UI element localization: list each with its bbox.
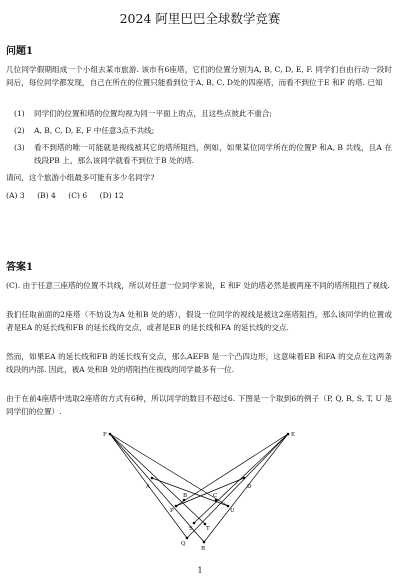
point-b	[183, 499, 186, 502]
line-e-r	[204, 434, 288, 542]
point-r	[203, 541, 206, 544]
answer-paragraph: 然而，如果EA 的延长线和FB 的延长线有交点，那么AEFB 是一个凸四边形，这意味着EB 和FA 的交点在这两条线段的内部. 因此，被A 处和B 处的塔阻挡住视线的同学最多有一位.	[6, 352, 392, 374]
page-title: 2024 阿里巴巴全球数学竞赛	[119, 11, 281, 26]
point-p	[175, 505, 178, 508]
line-e-s	[194, 434, 288, 523]
option-a: (A) 3	[6, 191, 25, 200]
label-f: F	[103, 432, 107, 438]
line-a-c	[152, 478, 228, 506]
problem-heading: 问题1	[6, 46, 33, 57]
point-u	[227, 505, 230, 508]
option-d: (D) 12	[99, 191, 124, 200]
condition-text: A, B, C, D, E, F 中任意3点不共线;	[34, 126, 155, 135]
line-d-b	[176, 478, 244, 506]
label-c: C	[213, 493, 218, 499]
answer-paragraph: 我们任取前面的2座塔（不妨设为A 处和B 处的塔），假设一位同学的视线是被这2座塔阻挡，那么该同学的位置或者是EA 的延长线和FB 的延长线的交点，或者是EB 的延长线和FA 的延长线的交点.	[6, 310, 392, 332]
line-e-q	[187, 434, 288, 538]
answer-heading: 答案1	[6, 262, 33, 273]
option-c: (C) 6	[68, 191, 88, 200]
point-e	[287, 433, 290, 436]
label-s: S	[189, 526, 193, 532]
point-t	[204, 523, 207, 526]
tower-figure	[92, 426, 308, 562]
option-b: (B) 4	[37, 191, 56, 200]
question-text: 请问，这个旅游小组最多可能有多少名同学?	[6, 173, 155, 182]
point-c	[215, 499, 218, 502]
label-t: T	[206, 526, 210, 532]
label-q: Q	[181, 541, 186, 547]
point-q	[186, 537, 189, 540]
label-e: E	[291, 432, 296, 438]
problem-intro: 几位同学假期组成一个小组去某市旅游. 该市有6座塔，它们的位置分别为A, B, C, D, E, F. 同学们自由行动一段时间后，每位同学都发现，自己在所在的位置只能看到位于A, B, C, D处的四座塔，而看不到位于E 和F 的塔. 已知	[6, 65, 392, 87]
point-f	[109, 433, 112, 436]
label-p: P	[170, 508, 174, 514]
line-f-u	[110, 434, 228, 506]
point-d	[243, 477, 246, 480]
line-e-p	[176, 434, 288, 506]
label-b: B	[183, 493, 188, 499]
point-s	[193, 522, 196, 525]
label-r: R	[201, 546, 206, 552]
label-u: U	[230, 508, 235, 514]
line-f-t	[110, 434, 205, 524]
condition-number: (2)	[14, 126, 25, 135]
answer-paragraph: (C). 由于任意三座塔的位置不共线，所以对任意一位同学来说，E 和F 处的塔必然是被两座不同的塔所阻挡了视线.	[6, 281, 390, 290]
answer-options	[6, 190, 134, 203]
condition-number: (3)	[14, 143, 25, 152]
label-a: A	[146, 484, 150, 490]
page-number: 1	[197, 566, 203, 575]
condition-number: (1)	[14, 109, 25, 118]
label-d: D	[247, 484, 252, 490]
answer-paragraph: 由于在前4座塔中选取2座塔的方式有6种，所以同学的数目不超过6. 下图是一个取到6的例子（P, Q, R, S, T, U 是同学们的位置）.	[6, 394, 392, 416]
condition-text: 看不到塔的唯一可能就是视线被其它的塔所阻挡，例如，如果某位同学所在的位置P 和A, B 共线，且A 在线段PB 上，那么该同学就看不到位于B 处的塔.	[34, 143, 392, 165]
point-a	[151, 477, 154, 480]
condition-text: 同学们的位置和塔的位置均视为同一平面上的点，且这些点彼此不重合;	[34, 109, 272, 118]
